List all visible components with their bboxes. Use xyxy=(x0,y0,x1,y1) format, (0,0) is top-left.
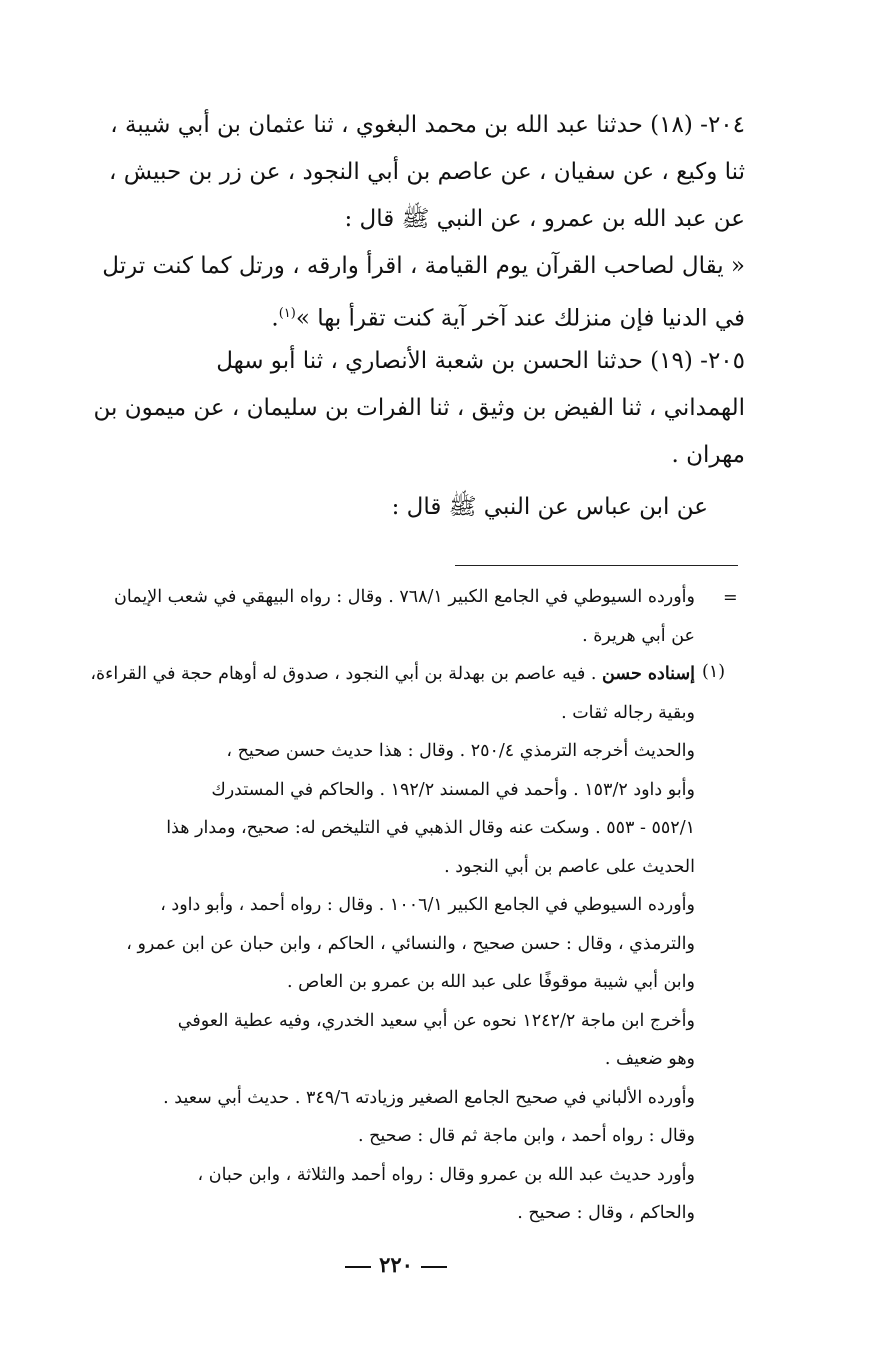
text-segment: . فيه عاصم بن بهدلة بن أبي النجود ، صدوق له أوهام حجة في القراءة، xyxy=(90,664,597,684)
footnote-line: وهو ضعيف . xyxy=(604,1049,695,1069)
footnote-line: وبقية رجاله ثقات . xyxy=(561,702,695,723)
text-line: « يقال لصاحب القرآن يوم القيامة ، اقرأ وارقه ، ورتل كما كنت ترتل xyxy=(102,253,745,279)
footnote-paragraph xyxy=(45,1079,695,1156)
text-line: عن عبد الله بن عمرو ، عن النبي ﷺ قال : xyxy=(344,206,745,232)
footnote-line xyxy=(45,655,695,694)
text-line: عن ابن عباس عن النبي ﷺ قال : xyxy=(391,494,708,520)
page-number xyxy=(336,1252,456,1277)
text-line: مهران . xyxy=(671,442,745,468)
continuation-marker: = xyxy=(723,588,738,608)
footnote-line: وقال : رواه أحمد ، وابن ماجة ثم قال : صحيح . xyxy=(357,1126,695,1146)
footnote-reference[interactable]: (١) xyxy=(278,306,296,321)
dash-right xyxy=(421,1266,447,1268)
isnad-grade: إسناده حسن xyxy=(602,664,695,684)
footnote-line: والحاكم ، وقال : صحيح . xyxy=(517,1203,695,1223)
footnote-paragraph xyxy=(45,732,695,886)
text-line: في الدنيا فإن منزلك عند آخر آية كنت تقرأ بها »$^{(١)}$. xyxy=(271,305,745,332)
text-line: الهمداني ، ثنا الفيض بن وثيق ، ثنا الفرات بن سليمان ، عن ميمون بن xyxy=(93,395,745,421)
dash-left xyxy=(345,1266,371,1268)
footnote-line: وأورده السيوطي في الجامع الكبير ٧٦٨/١ . وقال : رواه البيهقي في شعب الإيمان xyxy=(114,587,695,607)
hadith-205-isnad xyxy=(45,338,745,479)
footnote-line: وأورده الألباني في صحيح الجامع الصغير وزيادته ٣٤٩/٦ . حديث أبي سعيد . xyxy=(163,1087,695,1108)
page-number-value: ٢٢٠ xyxy=(379,1252,413,1277)
footnote-line: وابن أبي شيبة موقوفًا على عبد الله بن عمرو بن العاص . xyxy=(287,972,695,992)
footnote-paragraph xyxy=(45,1002,695,1079)
footnote-line: وأبو داود ١٥٣/٢ . وأحمد في المسند ١٩٢/٢ . والحاكم في المستدرك xyxy=(211,779,695,800)
footnote-line: ٥٥٢/١ - ٥٥٣ . وسكت عنه وقال الذهبي في التليخص له: صحيح، ومدار هذا xyxy=(166,818,695,838)
footnote-separator xyxy=(455,565,738,566)
footnote-1-marker: (١) xyxy=(702,662,726,682)
hadith-204-matn xyxy=(45,243,745,337)
footnote-line: والحديث أخرجه الترمذي ٢٥٠/٤ . وقال : هذا حديث حسن صحيح ، xyxy=(226,741,695,761)
footnote-line: عن أبي هريرة . xyxy=(582,625,695,646)
footnotes xyxy=(45,578,695,1233)
footnote-1 xyxy=(45,655,695,732)
text-line: ثنا وكيع ، عن سفيان ، عن عاصم بن أبي النجود ، عن زر بن حبيش ، xyxy=(109,159,745,185)
footnote-line: الحديث على عاصم بن أبي النجود . xyxy=(444,856,695,877)
footnote-continuation xyxy=(45,578,695,655)
text-line: ٢٠٥- (١٩) حدثنا الحسن بن شعبة الأنصاري ، ثنا أبو سهل xyxy=(216,348,745,374)
text-segment: في الدنيا فإن منزلك عند آخر آية كنت تقرأ بها » xyxy=(295,305,745,332)
text-line: ٢٠٤- (١٨) حدثنا عبد الله بن محمد البغوي ، ثنا عثمان بن أبي شيبة ، xyxy=(110,112,745,138)
footnote-line: وأورد حديث عبد الله بن عمرو وقال : رواه أحمد والثلاثة ، وابن حبان ، xyxy=(197,1164,695,1185)
footnote-line: وأخرج ابن ماجة ١٢٤٢/٢ نحوه عن أبي سعيد الخدري، وفيه عطية العوفي xyxy=(177,1010,695,1031)
hadith-205-matn xyxy=(340,484,708,531)
footnote-line: وأورده السيوطي في الجامع الكبير ١٠٠٦/١ . وقال : رواه أحمد ، وأبو داود ، xyxy=(160,895,695,915)
footnote-paragraph xyxy=(45,1156,695,1233)
hadith-204-isnad xyxy=(45,102,745,243)
footnote-line: والترمذي ، وقال : حسن صحيح ، والنسائي ، الحاكم ، وابن حبان عن ابن عمرو ، xyxy=(126,933,695,954)
footnote-paragraph xyxy=(45,886,695,1002)
